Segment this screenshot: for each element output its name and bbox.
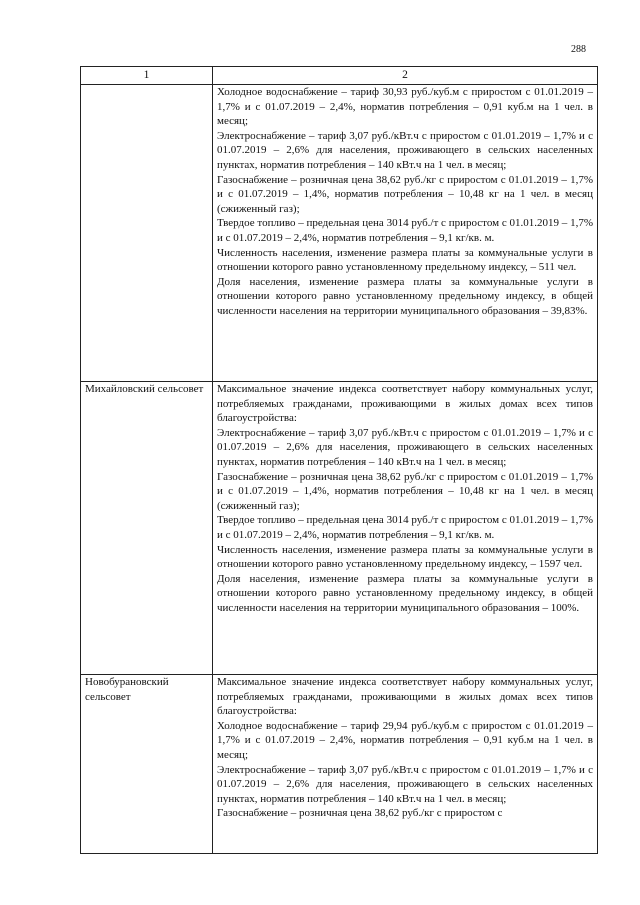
paragraph: Электроснабжение – тариф 3,07 руб./кВт.ч с приростом с 01.01.2019 – 1,7% и с 01.07.2019 – 2,6% для населения, проживающего в сельских населенных пунктах, норматив потребления – 140 кВт.ч на 1 чел. в месяц; xyxy=(217,426,593,468)
column-header-1: 1 xyxy=(81,67,213,85)
paragraph: Электроснабжение – тариф 3,07 руб./кВт.ч с приростом с 01.01.2019 – 1,7% и с 01.07.2019 – 2,6% для населения, проживающего в сельских населенных пунктах, норматив потребления – 140 кВт.ч на 1 чел. в месяц; xyxy=(217,763,593,805)
paragraph: Холодное водоснабжение – тариф 30,93 руб./куб.м с приростом с 01.01.2019 – 1,7% и с 01.07.2019 – 2,4%, норматив потребления – 0,91 куб.м на 1 чел. в месяц; xyxy=(217,86,593,128)
paragraph: Холодное водоснабжение – тариф 29,94 руб./куб.м с приростом с 01.01.2019 – 1,7% и с 01.07.2019 – 2,4%, норматив потребления – 0,91 куб.м на 1 чел. в месяц; xyxy=(217,719,593,761)
indicator-description xyxy=(213,675,598,854)
paragraph: Численность населения, изменение размера платы за коммунальные услуги в отношении которого равно установленному предельному индексу, – 511 чел. xyxy=(217,246,593,274)
paragraph: Доля населения, изменение размера платы за коммунальные услуги в отношении которого равно установленному предельному индексу, в общей численности населения на территории муниципального образования – 100%. xyxy=(217,572,593,614)
paragraph: Электроснабжение – тариф 3,07 руб./кВт.ч с приростом с 01.01.2019 – 1,7% и с 01.07.2019 – 2,6% для населения, проживающего в сельских населенных пунктах, норматив потребления – 140 кВт.ч на 1 чел. в месяц; xyxy=(217,129,593,171)
municipality-name: Новобурановский сельсовет xyxy=(81,675,213,854)
paragraph: Доля населения, изменение размера платы за коммунальные услуги в отношении которого равно установленному предельному индексу, в общей численности населения на территории муниципального образования – 39,83%. xyxy=(217,275,593,317)
table-row xyxy=(81,382,598,675)
indicator-description xyxy=(213,382,598,675)
paragraph: Газоснабжение – розничная цена 38,62 руб./кг с приростом с 01.01.2019 – 1,7% и с 01.07.2019 – 1,4%, норматив потребления – 10,48 кг на 1 чел. в месяц (сжиженный газ); xyxy=(217,470,593,512)
municipality-name: Михайловский сельсовет xyxy=(81,382,213,675)
municipality-name xyxy=(81,85,213,382)
paragraph: Численность населения, изменение размера платы за коммунальные услуги в отношении которого равно установленному предельному индексу, – 1597 чел. xyxy=(217,543,593,571)
paragraph: Твердое топливо – предельная цена 3014 руб./т с приростом с 01.01.2019 – 1,7% и с 01.07.2019 – 2,4%, норматив потребления – 9,1 кг/кв. м. xyxy=(217,514,593,541)
paragraph: Максимальное значение индекса соответствует набору коммунальных услуг, потребляемых гражданами, проживающими в жилых домах всех типов благоустройства: xyxy=(217,676,593,718)
paragraph: Максимальное значение индекса соответствует набору коммунальных услуг, потребляемых гражданами, проживающими в жилых домах всех типов благоустройства: xyxy=(217,383,593,425)
paragraph: Твердое топливо – предельная цена 3014 руб./т с приростом с 01.01.2019 – 1,7% и с 01.07.2019 – 2,4%, норматив потребления – 9,1 кг/кв. м. xyxy=(217,217,593,244)
table-header-row xyxy=(81,67,598,85)
page-number: 288 xyxy=(571,44,586,55)
table-row xyxy=(81,675,598,854)
column-header-2: 2 xyxy=(213,67,598,85)
paragraph: Газоснабжение – розничная цена 38,62 руб./кг с приростом с xyxy=(217,807,503,820)
table-row xyxy=(81,85,598,382)
paragraph: Газоснабжение – розничная цена 38,62 руб./кг с приростом с 01.01.2019 – 1,7% и с 01.07.2019 – 1,4%, норматив потребления – 10,48 кг на 1 чел. в месяц (сжиженный газ); xyxy=(217,173,593,215)
indicator-description xyxy=(213,85,598,382)
document-table xyxy=(80,66,598,854)
